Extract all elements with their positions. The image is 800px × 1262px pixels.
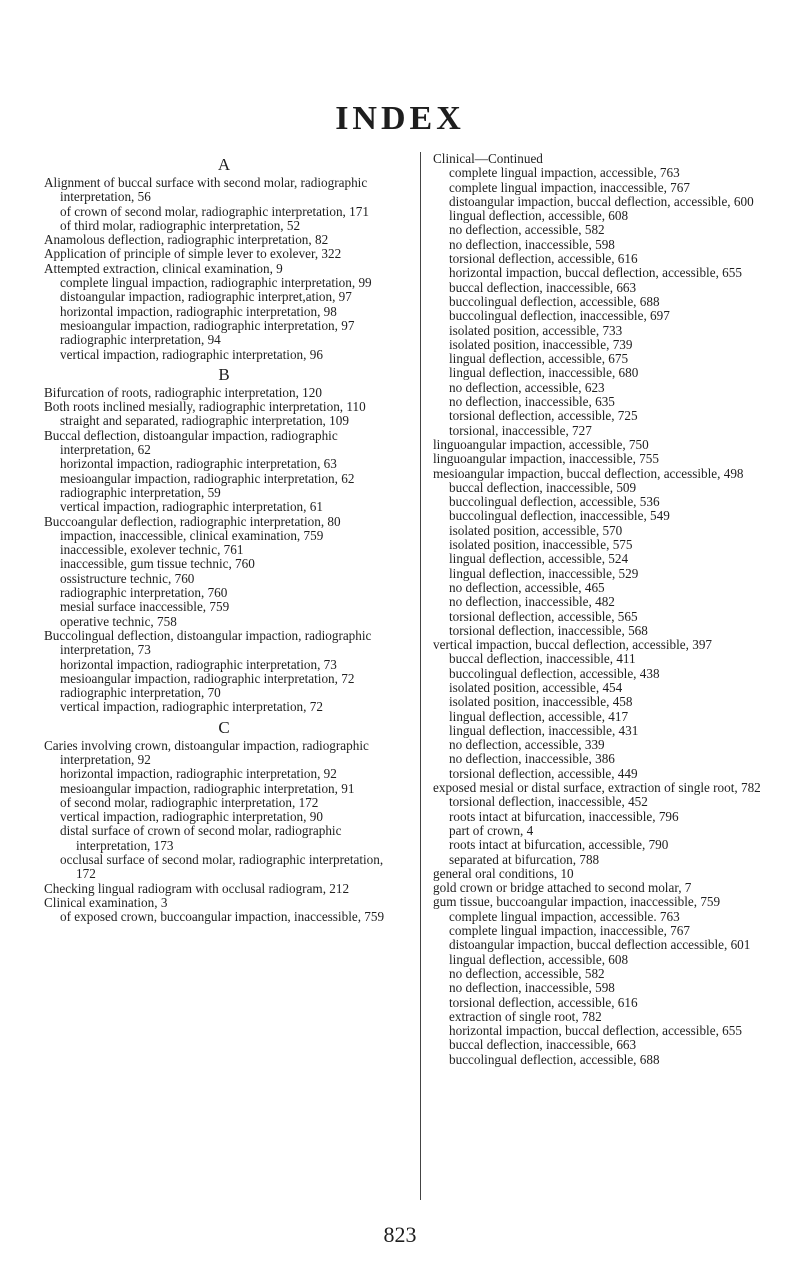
index-subentry: separated at bifurcation, 788 [449,851,600,867]
index-subentry: horizontal impaction, buccal deflection, accessible, 655 [449,265,742,281]
index-subentry: no deflection, inaccessible, 482 [449,594,615,610]
index-subentry: buccolingual deflection, inaccessible, 549 [449,508,670,524]
index-subentry: lingual deflection, accessible, 524 [449,551,629,567]
index-subentry: torsional deflection, accessible, 616 [449,251,638,267]
index-subentry: radiographic interpretation, 59 [60,484,221,500]
index-subentry: buccolingual deflection, accessible, 688 [449,1051,660,1067]
index-subentry: lingual deflection, accessible, 608 [449,951,629,967]
index-entry: linguoangular impaction, inaccessible, 755 [433,451,659,467]
index-subentry: torsional deflection, inaccessible, 452 [449,794,648,810]
index-subentry: distoangular impaction, radiographic interpret,ation, 97 [60,289,352,305]
index-subentry: lingual deflection, accessible, 675 [449,351,629,367]
index-subentry: buccolingual deflection, accessible, 688 [449,293,660,309]
index-entry: Alignment of buccal surface with second molar, radiographic interpretation, 56 [44,175,368,205]
index-subentry: vertical impaction, radiographic interpretation, 61 [60,499,323,515]
index-subentry: no deflection, accessible, 339 [449,737,605,753]
index-subentry: no deflection, accessible, 623 [449,379,605,395]
page-number: 823 [383,1222,417,1247]
index-subentry: of third molar, radiographic interpretation, 52 [60,217,301,233]
index-subentry: vertical impaction, radiographic interpretation, 72 [60,699,323,715]
index-subentry: complete lingual impaction, accessible. 763 [449,908,680,924]
index-subentry: part of crown, 4 [449,822,534,838]
index-entry: Clinical examination, 3 [44,894,168,910]
index-subentry: horizontal impaction, radiographic interpretation, 92 [60,766,337,782]
index-subentry: no deflection, accessible, 582 [449,222,605,238]
index-subentry: buccal deflection, inaccessible, 663 [449,279,637,295]
index-subentry: torsional deflection, accessible, 725 [449,408,638,424]
index-subentry: horizontal impaction, radiographic interpretation, 63 [60,456,337,472]
index-subentry: complete lingual impaction, inaccessible, 767 [449,179,690,195]
index-subentry: distal surface of crown of second molar, radiographic interpretation, 173 [60,823,342,853]
index-entry: vertical impaction, buccal deflection, accessible, 397 [433,637,713,653]
index-subentry: distoangular impaction, buccal deflection, accessible, 600 [449,193,754,209]
index-subentry: vertical impaction, radiographic interpretation, 96 [60,346,323,362]
index-subentry: torsional deflection, accessible, 565 [449,608,638,624]
index-subentry: buccolingual deflection, inaccessible, 697 [449,308,670,324]
index-subentry: buccal deflection, inaccessible, 509 [449,479,637,495]
index-subentry: of exposed crown, buccoangular impaction, inaccessible, 759 [60,909,385,925]
right-column [433,152,778,1067]
index-subentry: lingual deflection, accessible, 417 [449,708,629,724]
index-subentry: lingual deflection, accessible, 608 [449,208,629,224]
index-subentry: no deflection, inaccessible, 635 [449,394,615,410]
index-subentry: isolated position, inaccessible, 739 [449,336,633,352]
index-subentry: lingual deflection, inaccessible, 680 [449,365,639,381]
index-subentry: no deflection, inaccessible, 598 [449,236,615,252]
index-subentry: roots intact at bifurcation, accessible, 790 [449,837,669,853]
index-subentry: extraction of single root, 782 [449,1008,602,1024]
left-column [44,152,404,925]
index-subentry: distoangular impaction, buccal deflection accessible, 601 [449,937,751,953]
index-subentry: no deflection, accessible, 465 [449,579,605,595]
index-entry: Bifurcation of roots, radiographic interpretation, 120 [44,384,322,400]
index-entry: gum tissue, buccoangular impaction, inaccessible, 759 [433,894,721,910]
index-subentry: no deflection, inaccessible, 598 [449,980,615,996]
index-subentry: no deflection, inaccessible, 386 [449,751,615,767]
index-subentry: radiographic interpretation, 760 [60,585,228,601]
index-subentry: mesioangular impaction, radiographic interpretation, 91 [60,780,355,796]
index-subentry: ossistructure technic, 760 [60,570,195,586]
section-letter: A [217,155,231,174]
index-subentry: complete lingual impaction, inaccessible, 767 [449,923,690,939]
index-subentry: isolated position, inaccessible, 575 [449,537,633,553]
index-entry: linguoangular impaction, accessible, 750 [433,436,649,452]
index-subentry: mesioangular impaction, radiographic interpretation, 72 [60,670,355,686]
index-subentry: operative technic, 758 [60,613,177,629]
index-entry: general oral conditions, 10 [433,865,574,881]
index-entry: exposed mesial or distal surface, extraction of single root, 782 [433,780,761,796]
index-subentry: inaccessible, exolever technic, 761 [60,542,244,558]
index-entry: Clinical—Continued [433,151,543,166]
index-subentry: inaccessible, gum tissue technic, 760 [60,556,255,572]
section-letter: C [218,717,230,737]
index-subentry: buccolingual deflection, accessible, 536 [449,494,660,510]
index-subentry: horizontal impaction, radiographic interpretation, 98 [60,303,337,319]
index-entry: Anamolous deflection, radiographic interpretation, 82 [44,232,329,248]
index-subentry: buccolingual deflection, accessible, 438 [449,665,660,681]
index-subentry: isolated position, inaccessible, 458 [449,694,633,710]
index-entry: Application of principle of simple lever to exolever, 322 [44,246,342,262]
index-subentry: torsional deflection, accessible, 449 [449,765,638,781]
index-entry: Buccoangular deflection, radiographic interpretation, 80 [44,513,341,529]
index-entry: Buccal deflection, distoangular impaction, radiographic interpretation, 62 [44,427,338,458]
index-subentry: torsional deflection, accessible, 616 [449,994,638,1010]
index-entry: Buccolingual deflection, distoangular impaction, radiographic interpretation, 73 [44,627,372,658]
index-subentry: complete lingual impaction, accessible, 763 [449,165,680,181]
page-title: INDEX [335,100,465,137]
index-subentry: horizontal impaction, buccal deflection, accessible, 655 [449,1023,742,1039]
section-letter: B [218,364,230,384]
index-subentry: buccal deflection, inaccessible, 663 [449,1037,637,1053]
index-subentry: buccal deflection, inaccessible, 411 [449,651,636,667]
index-subentry: no deflection, accessible, 582 [449,965,605,981]
index-subentry: isolated position, accessible, 570 [449,522,623,538]
column-divider [420,152,421,1200]
index-subentry: of second molar, radiographic interpretation, 172 [60,794,319,810]
index-subentry: radiographic interpretation, 70 [60,685,221,701]
index-subentry: complete lingual impaction, radiographic interpretation, 99 [60,275,372,291]
index-subentry: isolated position, accessible, 733 [449,322,623,338]
index-entry: gold crown or bridge attached to second molar, 7 [433,880,692,896]
index-subentry: occlusal surface of second molar, radiographic interpretation, 172 [60,852,384,882]
index-subentry: roots intact at bifurcation, inaccessible, 796 [449,808,679,824]
index-subentry: mesial surface inaccessible, 759 [60,599,230,615]
index-subentry: lingual deflection, inaccessible, 431 [449,722,639,738]
index-subentry: straight and separated, radiographic interpretation, 109 [60,413,349,429]
index-entry: Caries involving crown, distoangular impaction, radiographic interpretation, 92 [44,737,369,767]
index-entry: Attempted extraction, clinical examination, 9 [44,260,283,276]
index-subentry: horizontal impaction, radiographic interpretation, 73 [60,656,337,672]
index-entry: mesioangular impaction, buccal deflection, accessible, 498 [433,465,744,481]
index-subentry: vertical impaction, radiographic interpretation, 90 [60,809,323,825]
index-subentry: lingual deflection, inaccessible, 529 [449,565,639,581]
index-subentry: mesioangular impaction, radiographic interpretation, 62 [60,470,355,486]
index-subentry: torsional deflection, inaccessible, 568 [449,622,648,638]
index-subentry: of crown of second molar, radiographic interpretation, 171 [60,203,369,219]
index-entry: Both roots inclined mesially, radiographic interpretation, 110 [44,399,366,415]
index-entry: Checking lingual radiogram with occlusal radiogram, 212 [44,880,350,896]
index-subentry: impaction, inaccessible, clinical examination, 759 [60,527,324,543]
index-subentry: torsional, inaccessible, 727 [449,422,592,438]
index-subentry: isolated position, accessible, 454 [449,679,623,695]
index-subentry: mesioangular impaction, radiographic interpretation, 97 [60,317,355,333]
index-subentry: radiographic interpretation, 94 [60,332,221,348]
